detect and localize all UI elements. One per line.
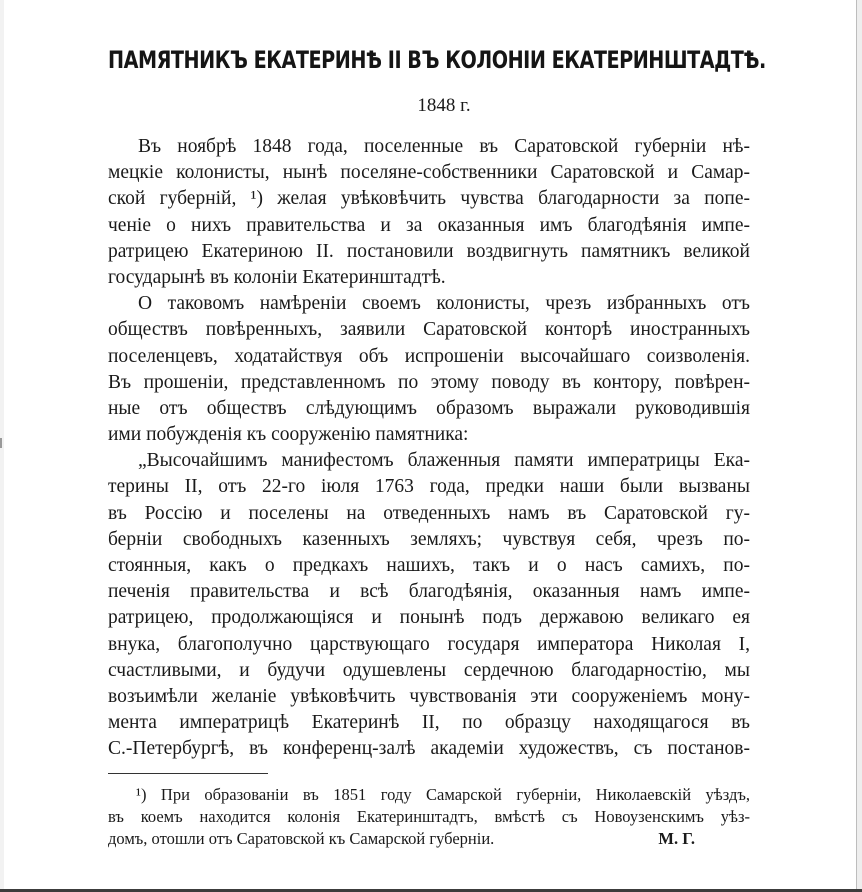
footnote-line: ¹) При образованіи въ 1851 году Самарской губерніи, Николаевскій уѣздъ, bbox=[136, 784, 750, 804]
text-line: печенія правительства и всѣ благодѣянія, оказанныя намъ импе- bbox=[108, 581, 750, 603]
text-line: С.-Петербургѣ, въ конференц-залѣ академіи художествъ, съ постанов- bbox=[108, 738, 750, 760]
text-line: ные отъ обществъ слѣдующимъ образомъ выражали руководившія bbox=[108, 397, 750, 419]
text-line: обществъ повѣренныхъ, заявили Саратовской конторѣ иностранныхъ bbox=[108, 319, 750, 341]
paragraph-3-quotation bbox=[108, 448, 750, 762]
text-line: ратрицею Екатериною II. постановили воздвигнуть памятникъ великой bbox=[108, 240, 750, 262]
text-line: стоянныя, какъ о предкахъ нашихъ, такъ и о насъ самихъ, по- bbox=[108, 555, 750, 576]
text-line: внука, благополучно царствующаго государя императора Николая I, bbox=[108, 633, 750, 655]
page-right-margin-strip bbox=[857, 0, 862, 889]
page-edge-mark bbox=[0, 438, 2, 448]
text-line: въ Россію и поселены на отведенныхъ намъ въ Саратовской гу- bbox=[108, 502, 750, 524]
text-line: возъимѣли желаніе увѣковѣчить чувствованія эти сооруженіемъ мону- bbox=[108, 685, 750, 707]
text-line: ченіе о нихъ правительства и за оказанныя имъ благодѣянія импе- bbox=[108, 214, 750, 236]
text-line: ратрицею, продолжающіяся и понынѣ подъ державою великаго ея bbox=[108, 607, 750, 629]
text-line: поселенцевъ, ходатайствуя объ испрошеніи высочайшаго соизволенія. bbox=[108, 345, 750, 367]
text-line: „Высочайшимъ манифестомъ блаженныя памяти императрицы Ека- bbox=[138, 450, 750, 472]
document-title: ПАМЯТНИКЪ ЕКАТЕРИНѢ II ВЪ КОЛОНІИ ЕКАТЕРИНШТАДТѢ. bbox=[108, 46, 766, 74]
text-line: мента императрицѣ Екатеринѣ II, по образцу находящагося въ bbox=[108, 712, 750, 734]
paragraph-1 bbox=[108, 134, 750, 291]
text-line: ской губерній, ¹) желая увѣковѣчить чувства благодарности за попе- bbox=[108, 188, 750, 210]
text-line: Въ прошеніи, представленномъ по этому поводу въ контору, повѣрен- bbox=[108, 371, 750, 393]
footnote-divider bbox=[108, 773, 268, 774]
text-line: терины II, отъ 22-го іюля 1763 года, предки наши были вызваны bbox=[108, 476, 750, 498]
text-line: О таковомъ намѣреніи своемъ колонисты, чрезъ избранныхъ отъ bbox=[138, 293, 750, 315]
document-year: 1848 г. bbox=[417, 95, 471, 116]
text-line: ими побужденія къ сооруженію памятника: bbox=[108, 424, 469, 446]
text-line: мецкіе колонисты, нынѣ поселяне-собственники Саратовской и Самар- bbox=[108, 162, 750, 184]
footnote bbox=[108, 784, 750, 850]
footnote-signature: М. Г. bbox=[658, 828, 695, 848]
document-body bbox=[108, 134, 750, 763]
paragraph-2 bbox=[108, 291, 750, 448]
footnote-line: въ коемъ находится колонія Екатеринштадтъ, вмѣстѣ съ Новоузенскимъ уѣз- bbox=[108, 806, 750, 826]
footnote-last-row bbox=[108, 828, 750, 850]
text-line: государынѣ въ колоніи Екатеринштадтѣ. bbox=[108, 266, 446, 288]
text-line: берніи свободныхъ казенныхъ земляхъ; чувствуя себя, чрезъ по- bbox=[108, 528, 750, 550]
text-line: Въ ноябрѣ 1848 года, поселенные въ Саратовской губерніи нѣ- bbox=[138, 136, 750, 157]
footnote-line: домъ, отошли отъ Саратовской къ Самарской губерніи. bbox=[108, 828, 495, 848]
text-line: счастливыми, и будучи одушевлены сердечною благодарностію, мы bbox=[108, 659, 750, 681]
document-page bbox=[108, 40, 766, 850]
